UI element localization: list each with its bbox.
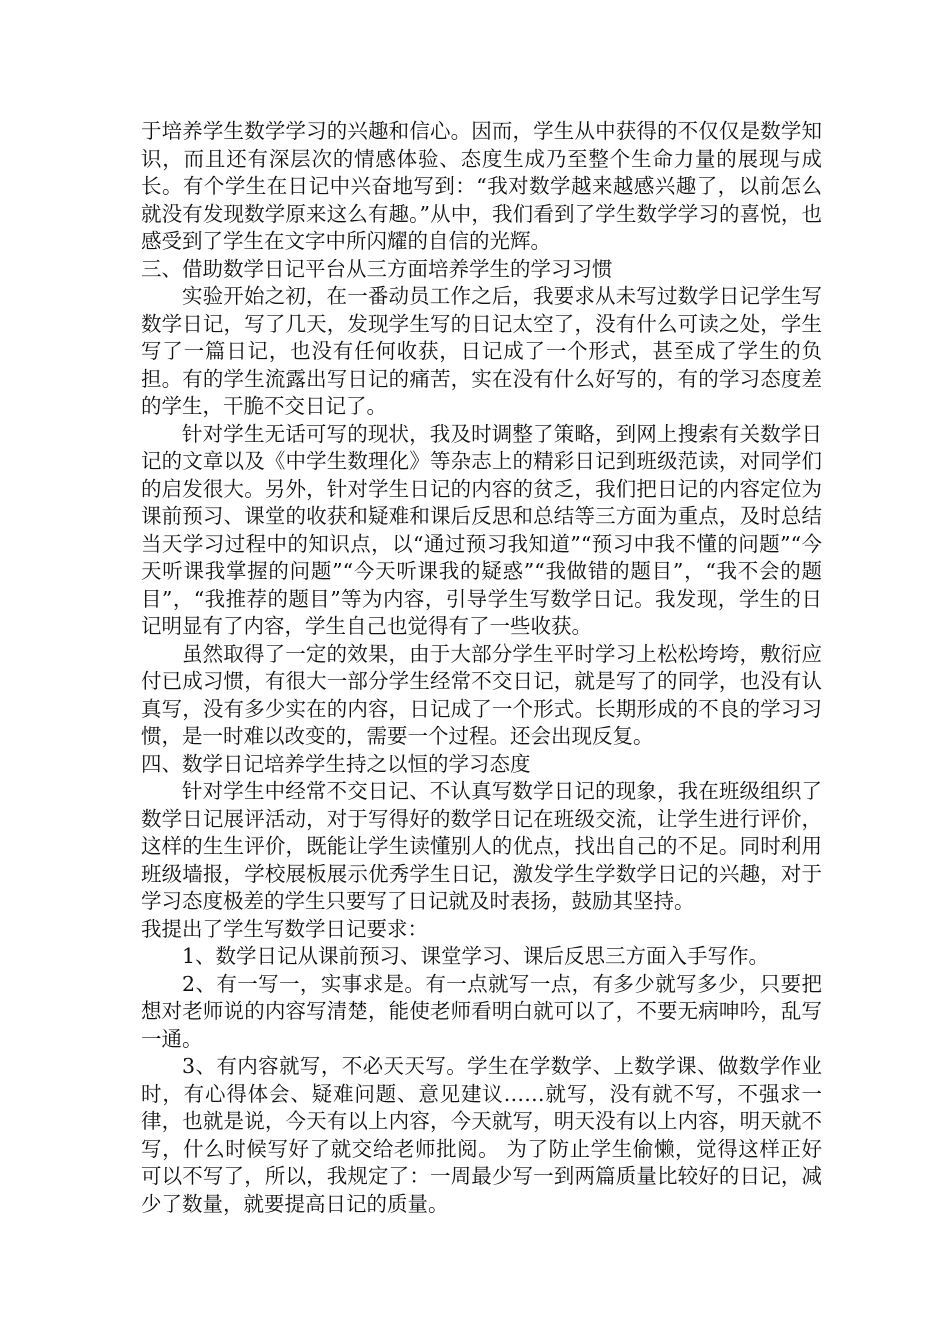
- list-item-requirement-1: 1、数学日记从课前预习、课堂学习、课后反思三方面入手写作。: [182, 944, 770, 968]
- paragraph-partial-effect: 虽然取得了一定的效果，由于大部分学生平时学习上松松垮垮，敷衍应付已成习惯，有很大一部分学生经常不交日记，就是写了的同学，也没有认真写，没有多少实在的内容，日记成了一个形式。长期形成的不良的学习习惯，是一时难以改变的，需要一个过程。还会出现反复。: [141, 641, 822, 748]
- paragraph-intro-continuation: 于培养学生数学学习的兴趣和信心。因而，学生从中获得的不仅仅是数学知识，而且还有深层次的情感体验、态度生成乃至整个生命力量的展现与成长。有个学生在日记中兴奋地写到：“我对数学越来越感兴趣了，以前怎么就没有发现数学原来这么有趣。”从中，我们看到了学生数学学习的喜悦，也感受到了学生在文字中所闪耀的自信的光辉。: [141, 119, 822, 253]
- paragraph-evaluation-activity: 针对学生中经常不交日记、不认真写数学日记的现象，我在班级组织了数学日记展评活动，对于写得好的数学日记在班级交流，让学生进行评价，这样的生生评价，既能让学生读懂别人的优点，找出自己的不足。同时利用班级墙报，学校展板展示优秀学生日记，激发学生学数学日记的兴趣，对于学习态度极差的学生只要写了日记就及时表扬，鼓励其坚持。: [141, 779, 822, 913]
- paragraph-requirements-intro: 我提出了学生写数学日记要求：: [141, 916, 428, 941]
- section-heading-3: 三、借助数学日记平台从三方面培养学生的学习习惯: [141, 256, 613, 281]
- paragraph-strategy-adjustment: 针对学生无话可写的现状，我及时调整了策略，到网上搜索有关数学日记的文章以及《中学生数理化》等杂志上的精彩日记到班级范读，对同学们的启发很大。另外，针对学生日记的内容的贫乏，我们把日记的内容定位为课前预习、课堂的收获和疑难和课后反思和总结等三方面为重点，及时总结当天学习过程中的知识点，以“通过预习我知道”“预习中我不懂的问题”“今天听课我掌握的问题”“今天听课我的疑惑”“我做错的题目”，“我不会的题目”，“我推荐的题目”等为内容，引导学生写数学日记。我发现，学生的日记明显有了内容，学生自己也觉得有了一些收获。: [141, 421, 822, 638]
- paragraph-experiment-start: 实验开始之初，在一番动员工作之后，我要求从未写过数学日记学生写数学日记，写了几天，发现学生写的日记太空了，没有什么可读之处，学生写了一篇日记，也没有任何收获，日记成了一个形式，甚至成了学生的负担。有的学生流露出写日记的痛苦，实在没有什么好写的，有的学习态度差的学生，干脆不交日记了。: [141, 284, 822, 418]
- list-item-requirement-2: 2、有一写一，实事求是。有一点就写一点，有多少就写多少，只要把想对老师说的内容写清楚，能使老师看明白就可以了，不要无病呻吟，乱写一通。: [141, 971, 822, 1051]
- list-item-requirement-3: 3、有内容就写，不必天天写。学生在学数学、上数学课、做数学作业时，有心得体会、疑难问题、意见建议……就写，没有就不写，不强求一律，也就是说，今天有以上内容，今天就写，明天没有以上内容，明天就不写，什么时候写好了就交给老师批阅。 为了防止学生偷懒，觉得这样正好可以不写了，所以，我规定了：一周最少写一到两篇质量比较好的日记，减少了数量，就要提高日记的质量。: [141, 1054, 822, 1216]
- section-heading-4: 四、数学日记培养学生持之以恒的学习态度: [141, 751, 531, 776]
